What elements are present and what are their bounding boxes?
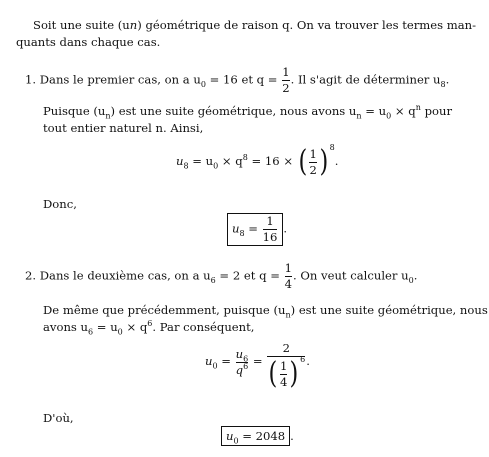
item-1-heading: 1. Dans le premier cas, on a $u_0 = 16$ et q = $\frac{1}{2}$ . Il s'agit de déterminer $u_8$. [25,65,450,95]
item-2-eq-frac1-num: u [235,346,244,361]
item-1-eq-frac-den: 2 [309,162,317,177]
item-2-eq-fraction-1: $\frac{u_6}{q^6}$ [235,346,249,377]
item-2-paragraph-line-1: De même que précédemment, puisque $(u_n)$ est une suite géométrique, nous [43,303,488,320]
item-1-p-f: tout entier naturel n. Ainsi, [43,121,204,135]
item-1-equation: $u_8 = u_0 \times q^8 = 16$ × ( $\frac{1}{2}$ )$^8$. [176,143,339,179]
item-1-q-fraction [282,66,289,95]
intro-text-a: Soit une suite (u [33,18,130,32]
item-2-q-num: 1 [284,261,292,275]
item-2-eq-inner-num: 1 [280,358,288,373]
item-2-p-d: = u [96,320,118,334]
item-1-eq-mid2: × q [221,154,243,168]
item-2-p-a: De même que précédemment, puisque (u [43,303,286,317]
item-2-eq-frac2-num: 2 [282,341,290,355]
item-1-p-a: Puisque (u [43,104,106,118]
item-1-q-num: 1 [282,65,290,79]
item-2-p-b: ) est une suite géométrique, nous [290,303,488,317]
item-1-paragraph-line-1: Puisque $(u_n)$ est une suite géométrique, nous avons $u_n = u_0 \times q^n$ pour [43,103,452,121]
item-1-result: $u_8$ = $\frac{1}{16}$ . [227,213,287,246]
item-1-tail: . Il s'agit de déterminer u [290,72,441,87]
item-1-box-num: 1 [266,214,274,228]
item-2-u6: = 2 et q = [219,268,280,283]
item-2-eq-frac1-den: q [235,362,244,377]
item-1-number: 1. [25,72,37,87]
item-1-eq-mid: = u [192,154,214,168]
item-2-q-den: 4 [284,277,292,291]
item-1-donc [43,196,77,212]
item-1-paragraph-line-2 [43,120,203,136]
item-1-box-den: 16 [262,230,278,244]
item-1-eq-exp: 8 [329,143,335,153]
item-1-p-e: pour [424,104,452,118]
item-2-eq-exp: 6 [300,355,306,365]
intro-text-c: quants dans chaque cas. [16,35,161,49]
item-2-equation: $u_0$ = $\frac{u_6}{q^6}$ = 2 ( $\frac{1}{4}$ )$^6$ . [205,341,310,391]
item-2-box-value: = 2048 [242,429,286,443]
item-1-eq-mid3: = 16 × [251,154,294,168]
item-2-dou-text: D'où, [43,411,74,425]
item-1-box-fraction [263,215,278,244]
intro-line-1: Soit une suite (un) géométrique de raison q. On va trouver les termes man- [33,18,477,32]
item-1-eq-lhs: u [176,154,184,168]
intro-line-2 [16,34,160,50]
item-2-p-f: . Par conséquent, [152,320,255,334]
item-2-lead: Dans le deuxième cas, on a u [39,268,211,283]
item-1-p-b: ) est une suite géométrique, nous avons u [110,104,357,118]
item-1-lead: Dans le premier cas, on a u [39,72,201,87]
item-1-eq-fraction [309,148,316,177]
item-2-eq-fraction-2: 2 ( $\frac{1}{4}$ )$^6$ [268,341,306,391]
item-2-eq-lhs: u [205,354,213,368]
item-2-tail: . On veut calculer u [293,268,409,283]
intro-text-b: ) géométrique de raison q. On va trouver les termes man- [137,18,477,32]
item-1-u0: = 16 et q = [209,72,278,87]
item-2-p-c: avons u [43,320,89,334]
item-2-heading: 2. Dans le deuxième cas, on a $u_6 = 2$ et q = $\frac{1}{4}$ . On veut calculer $u_0$. [25,261,418,291]
item-1-box-lhs: u [232,221,240,236]
item-1-q-den: 2 [282,81,290,95]
item-2-number: 2. [25,268,37,283]
item-2-q-fraction [285,262,292,291]
item-1-p-c: = u [365,104,387,118]
item-1-p-d: × q [394,104,416,118]
item-2-paragraph-line-2: avons $u_6 = u_0 \times q^6$. Par conséquent, [43,319,255,337]
item-2-p-e: × q [126,320,148,334]
item-1-donc-text: Donc, [43,197,77,211]
item-2-eq-inner-den: 4 [280,374,288,389]
item-2-dou [43,410,74,426]
item-1-result-box: $u_8$ = $\frac{1}{16}$ [227,213,283,246]
item-2-result: $u_0 = 2048$ . [221,426,294,446]
item-1-eq-frac-num: 1 [309,146,317,161]
item-2-result-box: $u_0 = 2048$ [221,426,290,446]
